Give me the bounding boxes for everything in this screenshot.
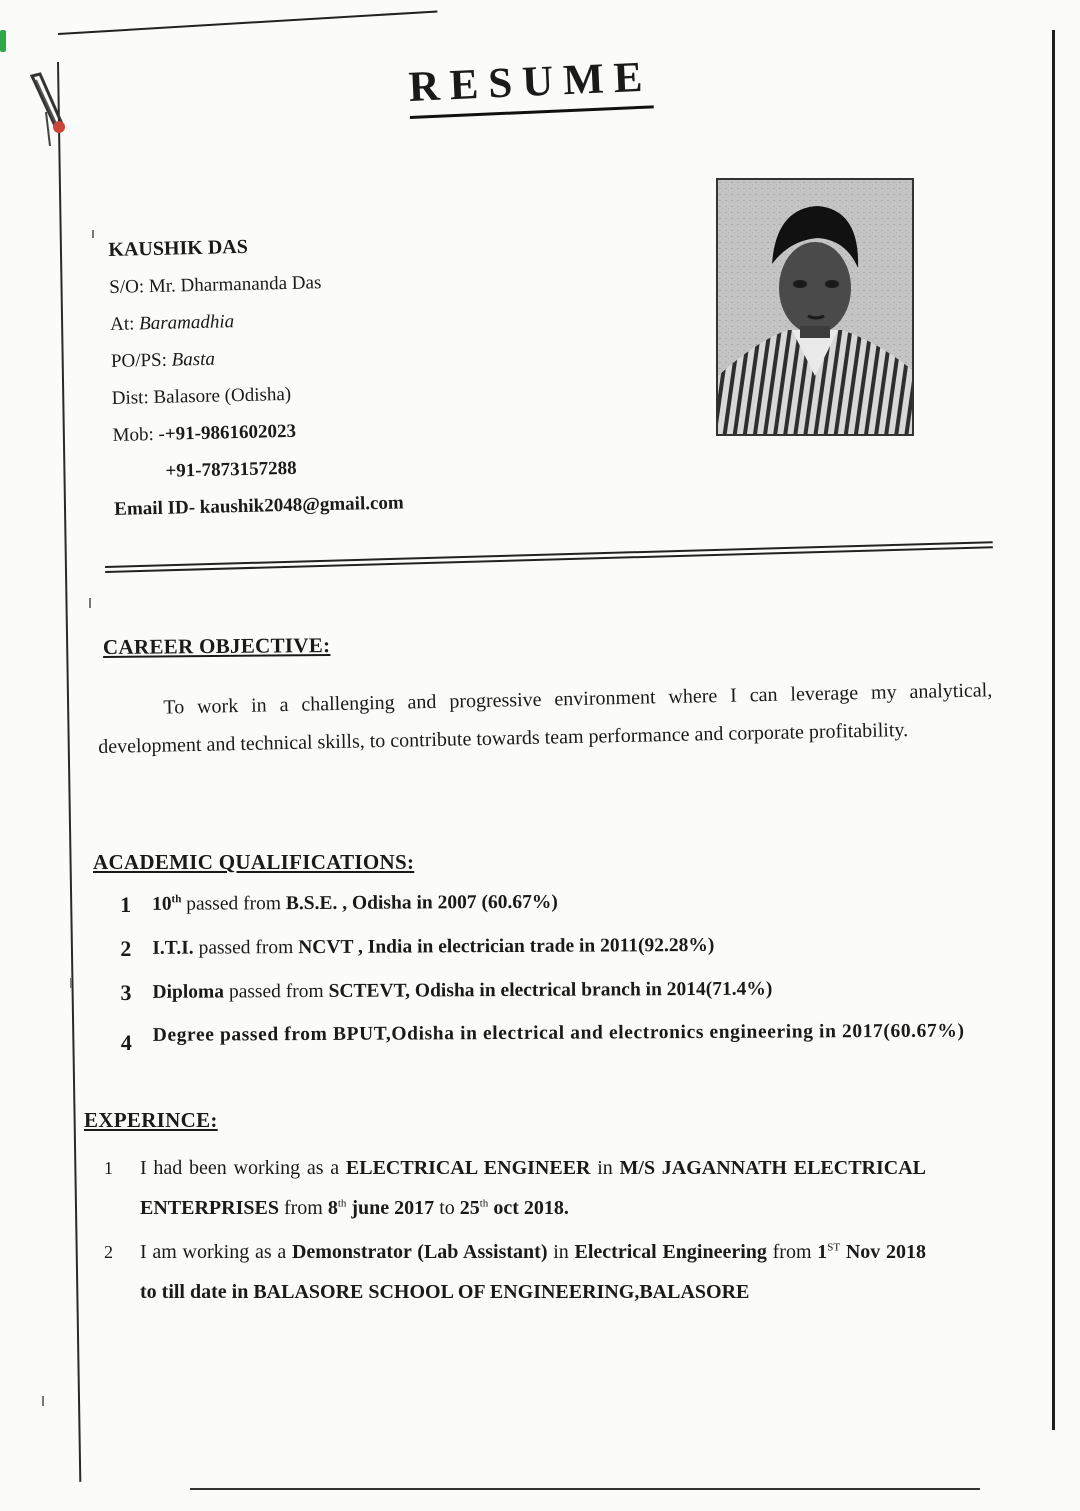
village-value: Baramadhia xyxy=(138,311,235,335)
email-value: kaushik2048@gmail.com xyxy=(199,492,404,518)
experience-department: Electrical Engineering xyxy=(574,1241,767,1263)
father-name: Mr. Dharmananda Das xyxy=(148,272,322,298)
academic-item xyxy=(121,1012,1001,1055)
academic-item xyxy=(120,888,1000,917)
academic-item-rest: SCTEVT, Odisha in electrical branch in 2014(71.4%) xyxy=(328,978,773,1002)
experience-end-sup: th xyxy=(479,1197,489,1210)
academic-item-rest: NCVT , India in electrician trade in 2011(92.28%) xyxy=(298,934,715,959)
experience-start-sup: ST xyxy=(827,1241,841,1254)
mobile-number-2: +91-7873157288 xyxy=(165,457,297,482)
career-objective-heading: CAREER OBJECTIVE: xyxy=(102,633,331,659)
scan-speck xyxy=(42,1396,44,1406)
academic-qualifications-heading: ACADEMIC QUALIFICATIONS: xyxy=(93,850,415,874)
academic-item-number: 4 xyxy=(120,1029,133,1055)
experience-text-a: I had been working as a xyxy=(140,1157,346,1179)
scan-speck xyxy=(89,598,91,608)
experience-employer: M/S JAGANNATH ELECTRICAL ENTERPRISES xyxy=(140,1157,926,1219)
post-office-label: PO/PS: xyxy=(110,349,168,372)
experience-item-number: 2 xyxy=(104,1242,113,1262)
experience-text-g: to xyxy=(434,1197,460,1219)
experience-end-day: 25 xyxy=(459,1197,480,1219)
academic-item-pre: Diploma xyxy=(152,981,225,1003)
village-label: At: xyxy=(109,313,135,335)
page-edge-top xyxy=(58,10,437,35)
experience-start-rest: Nov 2018 to till date in BALASORE SCHOOL OF ENGINEERING,BALASORE xyxy=(140,1241,926,1303)
academic-item-pre: 10 xyxy=(152,893,172,915)
scan-speck xyxy=(70,978,72,988)
experience-role: Demonstrator (Lab Assistant) xyxy=(291,1241,548,1263)
experience-item xyxy=(104,1232,926,1312)
experience-text-c: in xyxy=(590,1157,620,1179)
academic-item-number: 1 xyxy=(119,891,132,917)
academic-item xyxy=(120,976,1000,1005)
academic-item-sup: th xyxy=(171,893,182,906)
experience-heading: EXPERINCE: xyxy=(84,1108,218,1132)
green-marker-mark xyxy=(0,30,6,52)
experience-start-day: 8 xyxy=(327,1197,338,1219)
mobile-number-1: +91-9861602023 xyxy=(164,420,297,445)
career-objective-paragraph: To work in a challenging and progressive environment where I can leverage my analytical, development and technical skills, to contribute towards team performance and corporate profitability. xyxy=(97,679,993,758)
academic-qualifications-list xyxy=(120,888,1001,1075)
section-divider xyxy=(105,541,993,566)
contact-details xyxy=(108,225,404,527)
page-edge-right xyxy=(1052,30,1055,1430)
experience-text-e: from xyxy=(766,1241,818,1263)
candidate-photo xyxy=(716,178,914,436)
email-label: Email ID- xyxy=(114,497,196,520)
mobile-label: Mob: - xyxy=(112,423,166,446)
experience-text-e: from xyxy=(278,1197,328,1219)
experience-list xyxy=(104,1148,926,1316)
academic-item-text: Degree passed from BPUT,Odisha in electrical and electronics engineering in 2017(60.67%) xyxy=(152,1020,965,1046)
experience-start-rest: june 2017 xyxy=(346,1197,435,1219)
district-label: Dist: xyxy=(111,387,149,409)
candidate-name: KAUSHIK DAS xyxy=(108,235,249,261)
experience-end-rest: oct 2018. xyxy=(488,1197,569,1219)
post-office-value: Basta xyxy=(171,348,216,371)
academic-item xyxy=(120,932,1000,961)
binder-clip-icon xyxy=(26,72,74,150)
career-objective-text xyxy=(97,671,993,766)
experience-item-number: 1 xyxy=(104,1158,113,1178)
experience-item xyxy=(104,1148,926,1228)
experience-start-day: 1 xyxy=(817,1241,828,1263)
district-value: Balasore (Odisha) xyxy=(153,383,292,409)
experience-role: ELECTRICAL ENGINEER xyxy=(345,1157,591,1179)
experience-text-c: in xyxy=(547,1241,575,1263)
academic-item-light: passed from xyxy=(223,980,329,1003)
experience-text-a: I am working as a xyxy=(140,1241,292,1263)
resume-title: RESUME xyxy=(407,49,653,119)
academic-item-number: 3 xyxy=(120,979,132,1005)
academic-item-rest: B.S.E. , Odisha in 2007 (60.67%) xyxy=(285,891,558,915)
page-edge-bottom xyxy=(190,1488,980,1490)
academic-item-light: passed from xyxy=(193,937,299,959)
academic-item-number: 2 xyxy=(120,935,132,961)
page-edge-left xyxy=(57,62,81,1482)
candidate-photo-image xyxy=(718,180,912,434)
scan-speck xyxy=(92,230,94,238)
experience-start-sup: th xyxy=(337,1197,347,1210)
academic-item-light: passed from xyxy=(181,893,286,915)
son-of-label: S/O: xyxy=(109,276,145,298)
academic-item-pre: I.T.I. xyxy=(152,937,194,959)
email-line xyxy=(114,484,404,528)
